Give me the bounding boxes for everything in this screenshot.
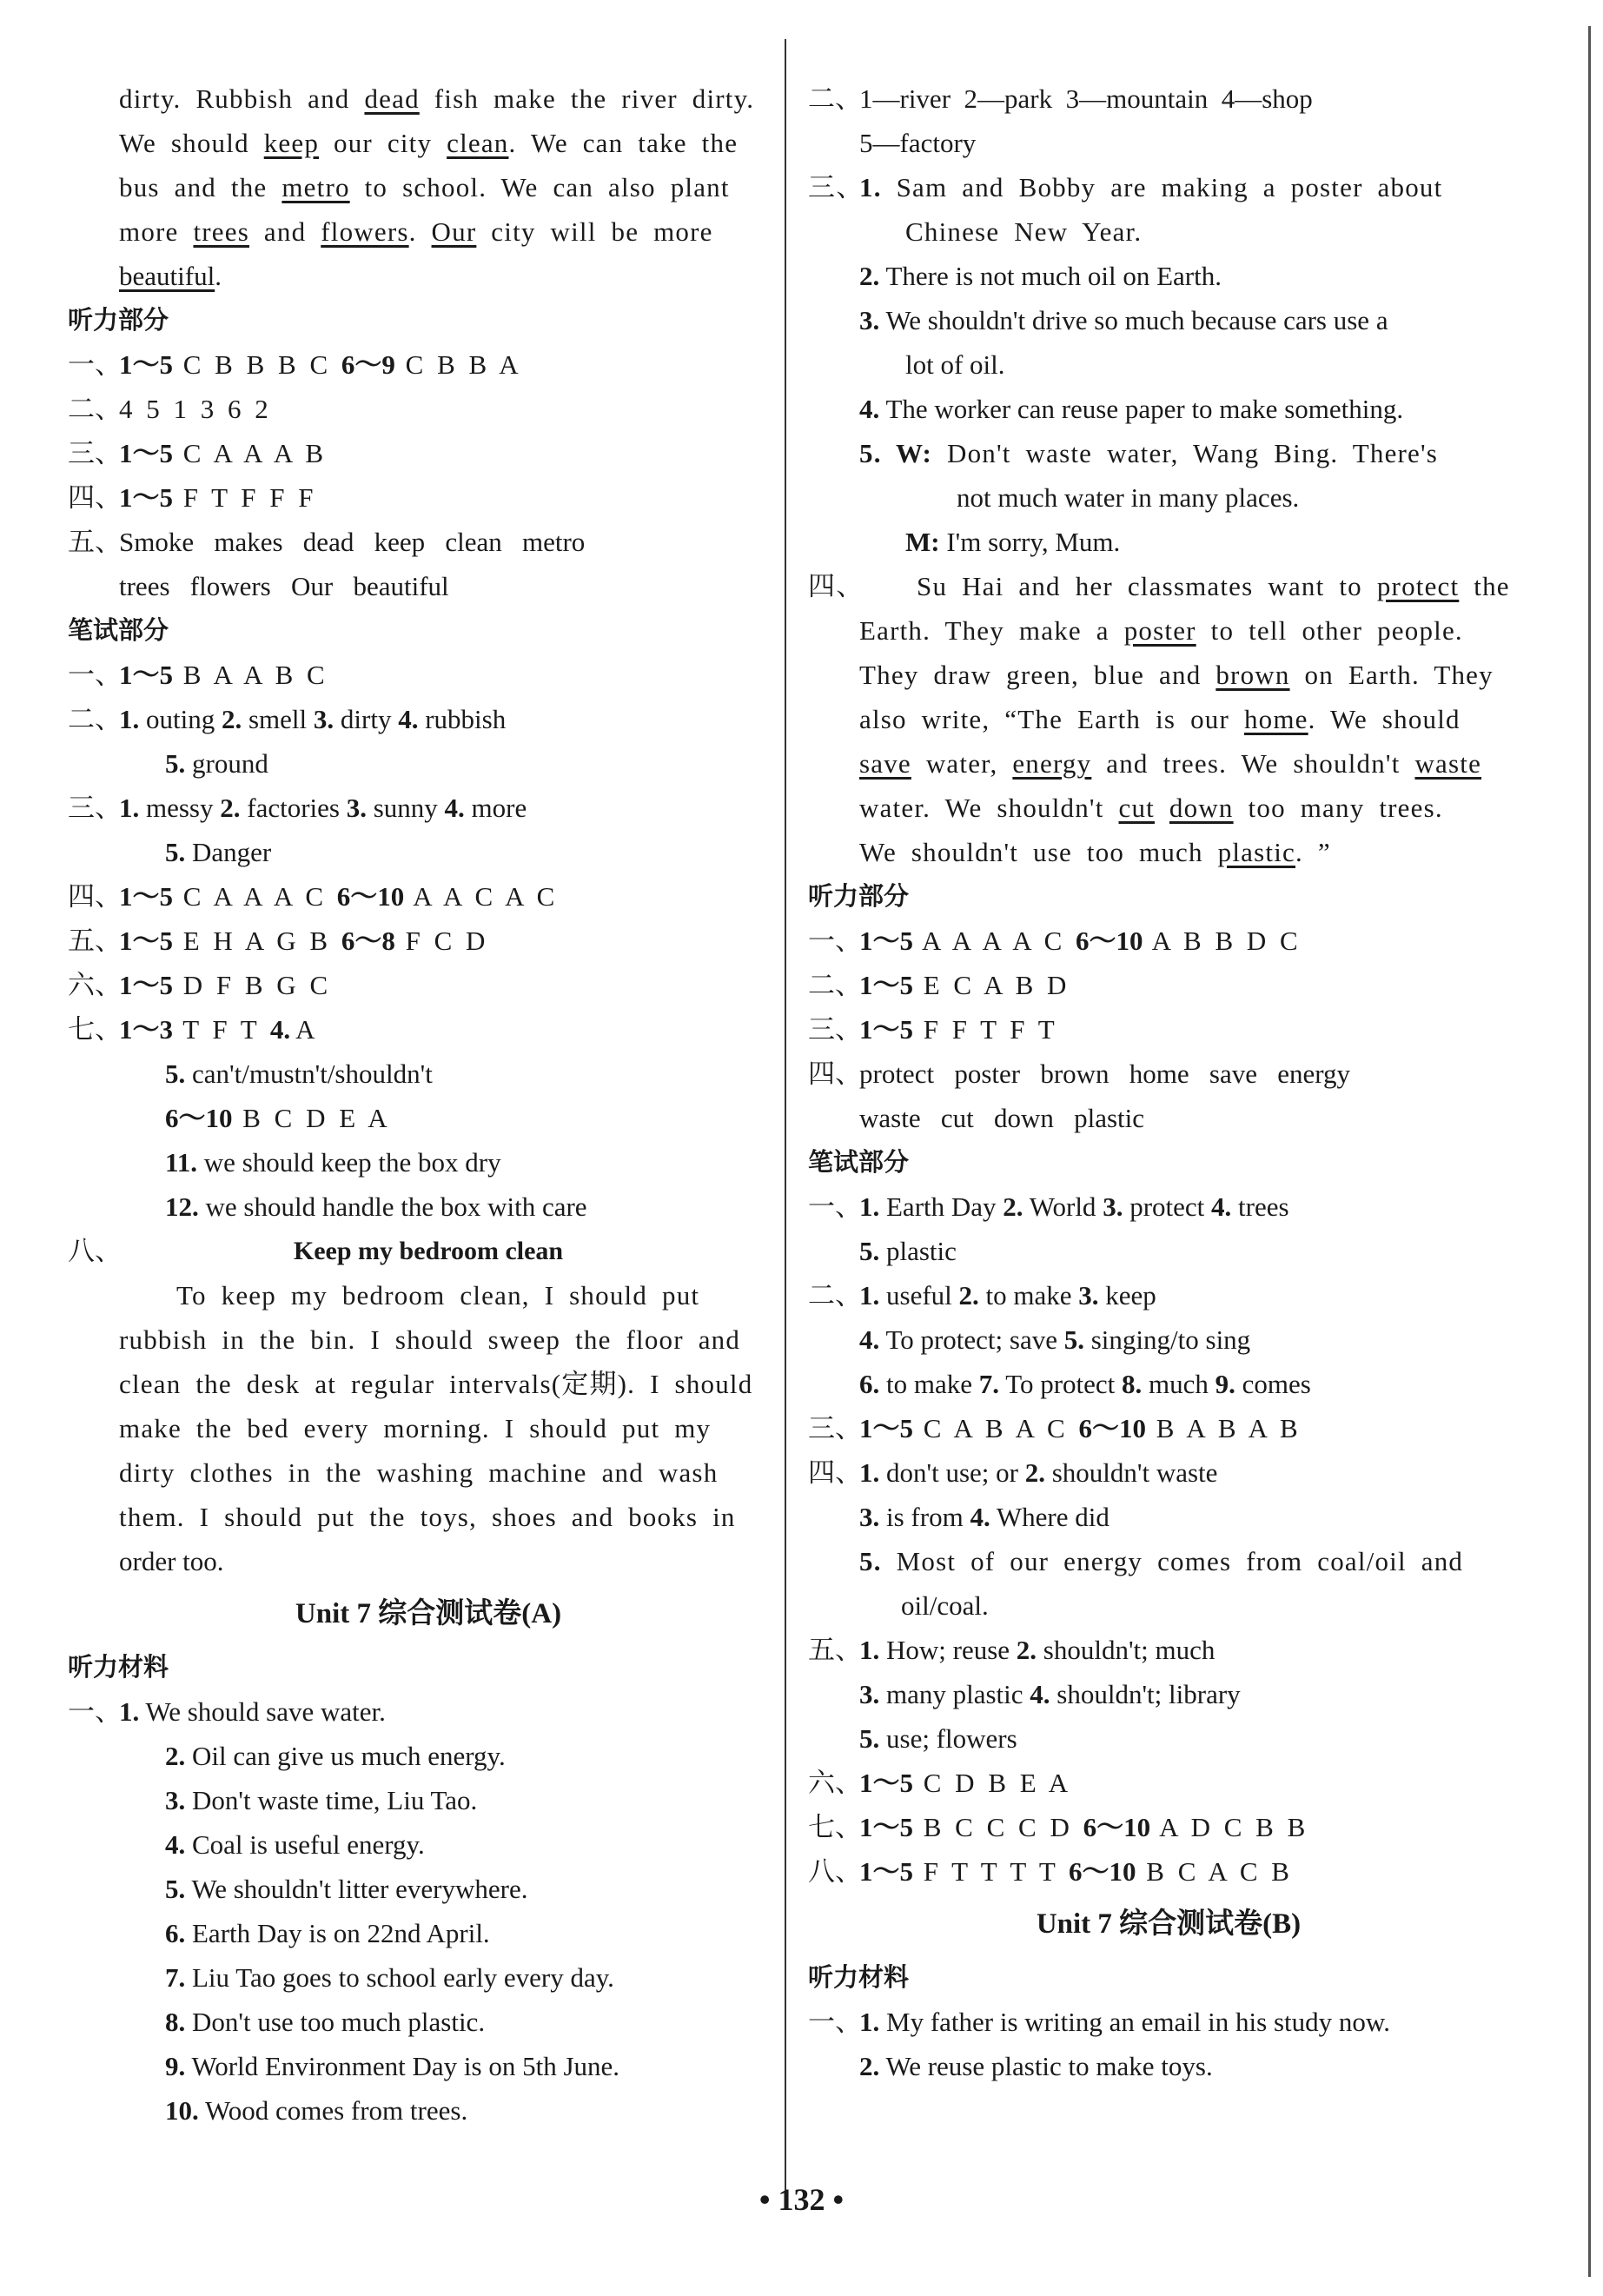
answer-row: 四、 1. don't use; or 2. shouldn't waste [808, 1457, 1218, 1488]
answer-row: 一、 1～5 B A A B C [68, 660, 328, 690]
right-column [808, 76, 1529, 2088]
section-heading: 笔试部分 [808, 1147, 910, 1177]
answer-row: 四、 1～5 F T F F F [68, 482, 317, 513]
essay-line: rubbish in the bin. I should sweep the floor and [119, 1324, 741, 1355]
answer-row: 一、 1～5 A A A A C 6～10 A B B D C [808, 926, 1302, 956]
material-line: 2. We reuse plastic to make toys. [859, 2051, 1213, 2081]
answer-row: 三、 1～5 F F T F T [808, 1014, 1058, 1045]
passage-line: We shouldn't use too much plastic. ” [859, 837, 1331, 867]
answer-row: waste cut down plastic [859, 1103, 1145, 1133]
material-line: 7. Liu Tao goes to school early every day. [165, 1962, 614, 1993]
answer-row: 11. we should keep the box dry [165, 1147, 501, 1178]
material-line: 9. World Environment Day is on 5th June. [165, 2051, 620, 2081]
answer-row: 八、 1～5 F T T T T 6～10 B C A C B [808, 1856, 1293, 1887]
passage-line: water. We shouldn't cut down too many trees. [859, 793, 1443, 823]
answer-row: 二、 1～5 E C A B D [808, 970, 1070, 1000]
answer-row: 三、 1～5 C A A A B [68, 438, 328, 468]
section-heading: 听力材料 [808, 1962, 910, 1992]
answer-row: 3. many plastic 4. shouldn't; library [859, 1679, 1241, 1709]
page-number: • 132 • [758, 2182, 845, 2217]
answer-row: 5—factory [859, 128, 977, 158]
answer-row: 5. plastic [859, 1236, 957, 1266]
material-line: 5. We shouldn't litter everywhere. [165, 1874, 528, 1904]
answer-row: 四、 1～5 C A A A C 6～10 A A C A C [68, 881, 559, 912]
answer-row: 5. Most of our energy comes from coal/oil and [859, 1546, 1464, 1576]
passage-line: bus and the metro to school. We can also plant [119, 172, 730, 202]
passage-line: beautiful. [119, 261, 222, 291]
section-heading: 听力材料 [68, 1652, 169, 1682]
page-edge [1588, 26, 1591, 2277]
material-line: 3. We shouldn't drive so much because cars use a [859, 305, 1388, 335]
answer-row: 一、 1～5 C B B B C 6～9 C B B A [68, 349, 522, 380]
material-line: 3. Don't waste time, Liu Tao. [165, 1785, 478, 1815]
essay-title-row: 八、 Keep my bedroom clean [68, 1229, 789, 1273]
answer-row: 五、 1. How; reuse 2. shouldn't; much [808, 1635, 1215, 1665]
passage-line: dirty. Rubbish and dead fish make the river dirty. [119, 83, 755, 114]
answer-row: 四、 protect poster brown home save energy [808, 1058, 1351, 1089]
answer-row: 三、 1～5 C A B A C 6～10 B A B A B [808, 1413, 1302, 1443]
answer-row: trees flowers Our beautiful [119, 571, 449, 601]
answer-row: 6. to make 7. To protect 8. much 9. comes [859, 1369, 1311, 1399]
passage-line: Earth. They make a poster to tell other people. [859, 615, 1463, 646]
answer-row: 5. ground [165, 748, 268, 779]
section-heading: 笔试部分 [68, 615, 169, 645]
section-heading: 听力部分 [68, 305, 169, 335]
essay-line: order too. [119, 1546, 224, 1576]
answer-row: 4. To protect; save 5. singing/to sing [859, 1324, 1251, 1355]
passage-line: We should keep our city clean. We can take the [119, 128, 739, 158]
answer-row: 6～10 B C D E A [165, 1103, 391, 1133]
material-line: 8. Don't use too much plastic. [165, 2007, 486, 2037]
unit-a-title: Unit 7 综合测试卷(A) [295, 1598, 562, 1629]
answer-row: 12. we should handle the box with care [165, 1191, 587, 1222]
passage-line: also write, “The Earth is our home. We should [859, 704, 1461, 734]
answer-row: 5. Danger [165, 837, 272, 867]
answer-row: 六、 1～5 D F B G C [68, 970, 332, 1000]
passage-line: more trees and flowers. Our city will be more [119, 216, 713, 247]
material-line: 2. Oil can give us much energy. [165, 1741, 506, 1771]
material-line: 10. Wood comes from trees. [165, 2095, 468, 2126]
answer-row: 三、 1. messy 2. factories 3. sunny 4. more [68, 793, 527, 823]
answer-row: 5. can't/mustn't/shouldn't [165, 1058, 433, 1089]
left-column [68, 76, 789, 2133]
essay-line: dirty clothes in the washing machine and wash [119, 1457, 719, 1488]
material-line: Chinese New Year. [905, 216, 1143, 247]
material-line: 一、 1. My father is writing an email in his study now. [808, 2007, 1391, 2037]
answer-row: 二、 1. outing 2. smell 3. dirty 4. rubbish [68, 704, 507, 734]
passage-line: They draw green, blue and brown on Earth. They [859, 660, 1494, 690]
essay-title: Keep my bedroom clean [293, 1237, 564, 1265]
answer-row: 二、 1—river 2—park 3—mountain 4—shop [808, 83, 1313, 114]
answer-row: oil/coal. [901, 1590, 989, 1621]
material-line: 三、 1. Sam and Bobby are making a poster about [808, 172, 1443, 202]
essay-line: make the bed every morning. I should put my [119, 1413, 712, 1443]
passage-line: 四、 Su Hai and her classmates want to protect the [808, 571, 1510, 601]
material-line: 4. Coal is useful energy. [165, 1829, 425, 1860]
answer-row: 五、 1～5 E H A G B 6～8 F C D [68, 926, 489, 956]
essay-line: To keep my bedroom clean, I should put [176, 1280, 700, 1311]
answer-row: 五、 Smoke makes dead keep clean metro [68, 527, 586, 557]
passage-line: save water, energy and trees. We shouldn't waste [859, 748, 1482, 779]
material-line: M: I'm sorry, Mum. [905, 527, 1121, 557]
answer-row: 七、 1～5 B C C C D 6～10 A D C B B [808, 1812, 1309, 1842]
unit-b-title: Unit 7 综合测试卷(B) [1036, 1908, 1302, 1940]
material-line: 4. The worker can reuse paper to make something. [859, 394, 1404, 424]
material-line: 一、 1. We should save water. [68, 1696, 386, 1727]
answer-row: 二、 1. useful 2. to make 3. keep [808, 1280, 1156, 1311]
section-heading: 听力部分 [808, 881, 910, 911]
essay-line: clean the desk at regular intervals(定期). I should [119, 1369, 753, 1399]
material-line: not much water in many places. [957, 482, 1300, 513]
answer-row: 一、 1. Earth Day 2. World 3. protect 4. trees [808, 1191, 1289, 1222]
answer-row: 5. use; flowers [859, 1723, 1017, 1754]
material-line: 2. There is not much oil on Earth. [859, 261, 1222, 291]
answer-row: 六、 1～5 C D B E A [808, 1768, 1072, 1798]
answer-row: 3. is from 4. Where did [859, 1502, 1110, 1532]
essay-line: them. I should put the toys, shoes and books in [119, 1502, 736, 1532]
material-line: 6. Earth Day is on 22nd April. [165, 1918, 490, 1948]
material-line: 5. W: Don't waste water, Wang Bing. There's [859, 438, 1439, 468]
answer-row: 二、 4 5 1 3 6 2 [68, 394, 272, 424]
answer-row: 七、 1～3 T F T 4. A [68, 1014, 315, 1045]
material-line: lot of oil. [905, 349, 1005, 380]
